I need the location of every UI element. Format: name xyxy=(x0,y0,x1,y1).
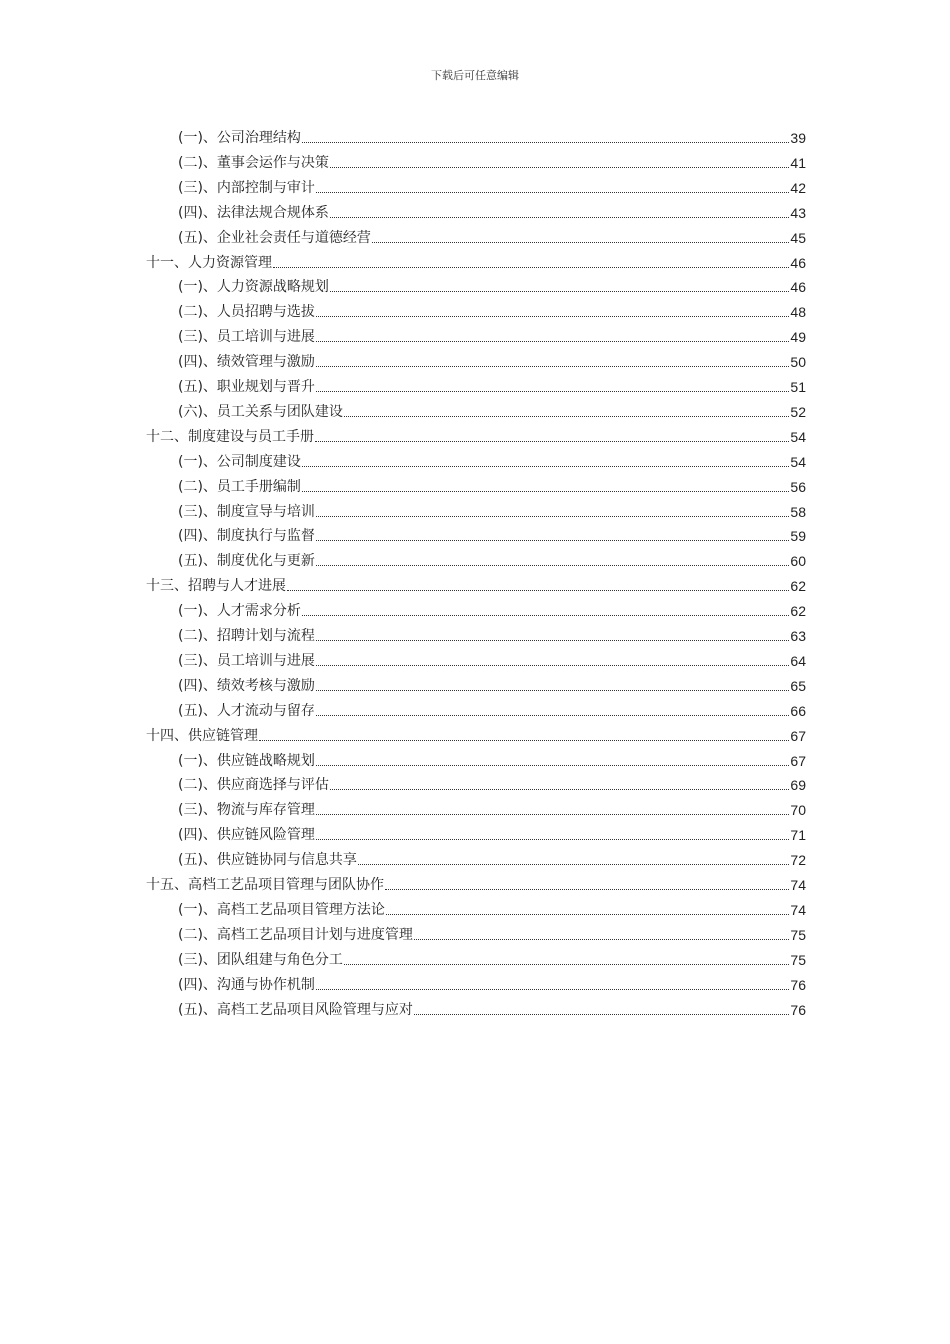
toc-dot-leader xyxy=(316,714,789,716)
toc-section-entry[interactable] xyxy=(178,600,806,620)
toc-dot-leader xyxy=(316,564,789,566)
toc-dot-leader xyxy=(316,515,789,517)
toc-section-entry[interactable] xyxy=(178,949,806,969)
toc-entry-title: (五)、职业规划与晋升 xyxy=(178,379,315,395)
toc-section-entry[interactable] xyxy=(178,351,806,371)
toc-chapter-entry[interactable] xyxy=(146,874,806,894)
toc-dot-leader xyxy=(344,963,789,965)
toc-entry-title: (五)、企业社会责任与道德经营 xyxy=(178,229,371,246)
toc-page-number: 42 xyxy=(790,179,806,196)
toc-entry-title: (四)、法律法规合规体系 xyxy=(178,204,329,221)
toc-entry-title: (一)、公司制度建设 xyxy=(178,453,301,470)
toc-page-number: 62 xyxy=(790,578,806,595)
toc-dot-leader xyxy=(273,266,789,268)
toc-dot-leader xyxy=(316,813,789,815)
toc-page-number: 45 xyxy=(790,229,806,246)
toc-section-entry[interactable] xyxy=(178,177,806,197)
toc-page-number: 74 xyxy=(790,901,806,918)
toc-entry-title: (一)、人力资源战略规划 xyxy=(178,279,329,296)
toc-section-entry[interactable] xyxy=(178,774,806,794)
toc-section-entry[interactable] xyxy=(178,849,806,869)
toc-dot-leader xyxy=(287,589,789,591)
toc-entry-title: (二)、董事会运作与决策 xyxy=(178,154,329,171)
toc-dot-leader xyxy=(259,739,789,741)
toc-dot-leader xyxy=(330,788,789,790)
toc-section-entry[interactable] xyxy=(178,301,806,321)
toc-entry-title: 十二、制度建设与员工手册 xyxy=(146,428,314,445)
toc-entry-title: (三)、物流与库存管理 xyxy=(178,802,315,819)
toc-page-number: 50 xyxy=(790,354,806,371)
toc-page-number: 76 xyxy=(790,976,806,993)
toc-dot-leader xyxy=(302,490,789,492)
toc-dot-leader xyxy=(316,539,789,541)
toc-entry-title: (二)、高档工艺品项目计划与进度管理 xyxy=(178,926,413,943)
toc-entry-title: (二)、供应商选择与评估 xyxy=(178,777,329,794)
toc-page-number: 62 xyxy=(790,603,806,620)
toc-dot-leader xyxy=(385,888,789,890)
toc-page-number: 75 xyxy=(790,926,806,943)
toc-section-entry[interactable] xyxy=(178,525,806,545)
toc-section-entry[interactable] xyxy=(178,899,806,919)
toc-dot-leader xyxy=(386,913,789,915)
toc-entry-title: (一)、公司治理结构 xyxy=(178,130,301,146)
toc-entry-title: (三)、团队组建与角色分工 xyxy=(178,951,343,968)
toc-section-entry[interactable] xyxy=(178,276,806,296)
toc-dot-leader xyxy=(315,440,789,442)
toc-dot-leader xyxy=(316,315,789,317)
toc-page-number: 41 xyxy=(790,154,806,171)
toc-section-entry[interactable] xyxy=(178,127,806,147)
toc-entry-title: (四)、供应链风险管理 xyxy=(178,827,315,844)
toc-dot-leader xyxy=(372,241,789,243)
toc-entry-title: 十三、招聘与人才进展 xyxy=(146,578,286,595)
toc-page-number: 71 xyxy=(790,827,806,844)
toc-section-entry[interactable] xyxy=(178,999,806,1019)
toc-section-entry[interactable] xyxy=(178,401,806,421)
toc-page-number: 46 xyxy=(790,279,806,296)
toc-section-entry[interactable] xyxy=(178,550,806,570)
toc-section-entry[interactable] xyxy=(178,501,806,521)
toc-page-number: 46 xyxy=(790,254,806,271)
toc-dot-leader xyxy=(344,415,789,417)
toc-entry-title: (四)、绩效管理与激励 xyxy=(178,354,315,371)
page-header: 下载后可任意编辑 xyxy=(431,69,519,82)
toc-section-entry[interactable] xyxy=(178,152,806,172)
toc-entry-title: (五)、人才流动与留存 xyxy=(178,702,315,719)
toc-page-number: 75 xyxy=(790,951,806,968)
toc-entry-title: (三)、内部控制与审计 xyxy=(178,179,315,196)
toc-section-entry[interactable] xyxy=(178,974,806,994)
toc-page-number: 64 xyxy=(790,652,806,669)
toc-entry-title: (五)、高档工艺品项目风险管理与应对 xyxy=(178,1001,413,1018)
toc-page-number: 69 xyxy=(790,777,806,794)
toc-chapter-entry[interactable] xyxy=(146,426,806,446)
toc-dot-leader xyxy=(414,1013,789,1015)
toc-page-number: 43 xyxy=(790,204,806,221)
toc-dot-leader xyxy=(316,664,789,666)
toc-page-number: 49 xyxy=(790,329,806,346)
toc-page-number: 74 xyxy=(790,877,806,893)
toc-page-number: 48 xyxy=(790,304,806,321)
toc-section-entry[interactable] xyxy=(178,675,806,695)
toc-entry-title: (二)、员工手册编制 xyxy=(178,478,301,495)
toc-section-entry[interactable] xyxy=(178,750,806,770)
toc-page-number: 67 xyxy=(790,727,806,744)
toc-dot-leader xyxy=(316,639,789,641)
toc-entry-title: (六)、员工关系与团队建设 xyxy=(178,403,343,420)
toc-section-entry[interactable] xyxy=(178,650,806,670)
toc-page-number: 54 xyxy=(790,428,806,445)
toc-entry-title: (三)、制度宣导与培训 xyxy=(178,503,315,520)
toc-entry-title: 十一、人力资源管理 xyxy=(146,254,272,271)
toc-page-number: 63 xyxy=(790,628,806,644)
toc-section-entry[interactable] xyxy=(178,202,806,222)
toc-entry-title: 十四、供应链管理 xyxy=(146,727,258,744)
toc-dot-leader xyxy=(316,838,789,840)
toc-section-entry[interactable] xyxy=(178,227,806,247)
toc-entry-title: (四)、沟通与协作机制 xyxy=(178,976,315,993)
toc-page-number: 72 xyxy=(790,852,806,869)
toc-chapter-entry[interactable] xyxy=(146,252,806,272)
toc-dot-leader xyxy=(330,290,789,292)
toc-entry-title: (一)、高档工艺品项目管理方法论 xyxy=(178,901,385,918)
toc-section-entry[interactable] xyxy=(178,376,806,396)
toc-page-number: 56 xyxy=(790,478,806,495)
toc-dot-leader xyxy=(316,764,789,766)
toc-section-entry[interactable] xyxy=(178,625,806,645)
toc-page-number: 65 xyxy=(790,677,806,694)
toc-section-entry[interactable] xyxy=(178,476,806,496)
toc-entry-title: (四)、绩效考核与激励 xyxy=(178,677,315,694)
toc-entry-title: (五)、供应链协同与信息共享 xyxy=(178,852,357,869)
toc-dot-leader xyxy=(330,216,789,218)
toc-section-entry[interactable] xyxy=(178,700,806,720)
toc-section-entry[interactable] xyxy=(178,924,806,944)
toc-page-number: 54 xyxy=(790,453,806,470)
toc-page-number: 60 xyxy=(790,553,806,570)
toc-section-entry[interactable] xyxy=(178,326,806,346)
toc-page-number: 39 xyxy=(790,130,806,146)
toc-entry-title: (二)、招聘计划与流程 xyxy=(178,628,315,644)
toc-entry-title: (五)、制度优化与更新 xyxy=(178,553,315,570)
toc-chapter-entry[interactable] xyxy=(146,725,806,745)
toc-entry-title: (三)、员工培训与进展 xyxy=(178,652,315,669)
toc-dot-leader xyxy=(302,614,789,616)
toc-entry-title: (二)、人员招聘与选拔 xyxy=(178,304,315,321)
toc-page-number: 59 xyxy=(790,528,806,545)
toc-dot-leader xyxy=(316,689,789,691)
toc-dot-leader xyxy=(316,191,789,193)
toc-entry-title: (三)、员工培训与进展 xyxy=(178,329,315,346)
toc-page-number: 67 xyxy=(790,752,806,769)
toc-page-number: 70 xyxy=(790,802,806,819)
toc-dot-leader xyxy=(414,938,789,940)
toc-page-number: 76 xyxy=(790,1001,806,1018)
toc-dot-leader xyxy=(330,166,789,168)
toc-page-number: 52 xyxy=(790,403,806,420)
toc-dot-leader xyxy=(316,390,789,392)
toc-dot-leader xyxy=(302,141,789,143)
toc-dot-leader xyxy=(316,340,789,342)
toc-section-entry[interactable] xyxy=(178,824,806,844)
toc-page-number: 51 xyxy=(790,379,806,395)
toc-dot-leader xyxy=(302,465,789,467)
toc-page-number: 58 xyxy=(790,503,806,520)
toc-chapter-entry[interactable] xyxy=(146,575,806,595)
toc-section-entry[interactable] xyxy=(178,451,806,471)
toc-entry-title: (一)、人才需求分析 xyxy=(178,603,301,620)
toc-page-number: 66 xyxy=(790,702,806,719)
toc-entry-title: (一)、供应链战略规划 xyxy=(178,752,315,769)
toc-dot-leader xyxy=(316,988,789,990)
toc-dot-leader xyxy=(316,365,789,367)
toc-entry-title: 十五、高档工艺品项目管理与团队协作 xyxy=(146,877,384,893)
toc-entry-title: (四)、制度执行与监督 xyxy=(178,528,315,545)
toc-section-entry[interactable] xyxy=(178,799,806,819)
toc-dot-leader xyxy=(358,863,789,865)
